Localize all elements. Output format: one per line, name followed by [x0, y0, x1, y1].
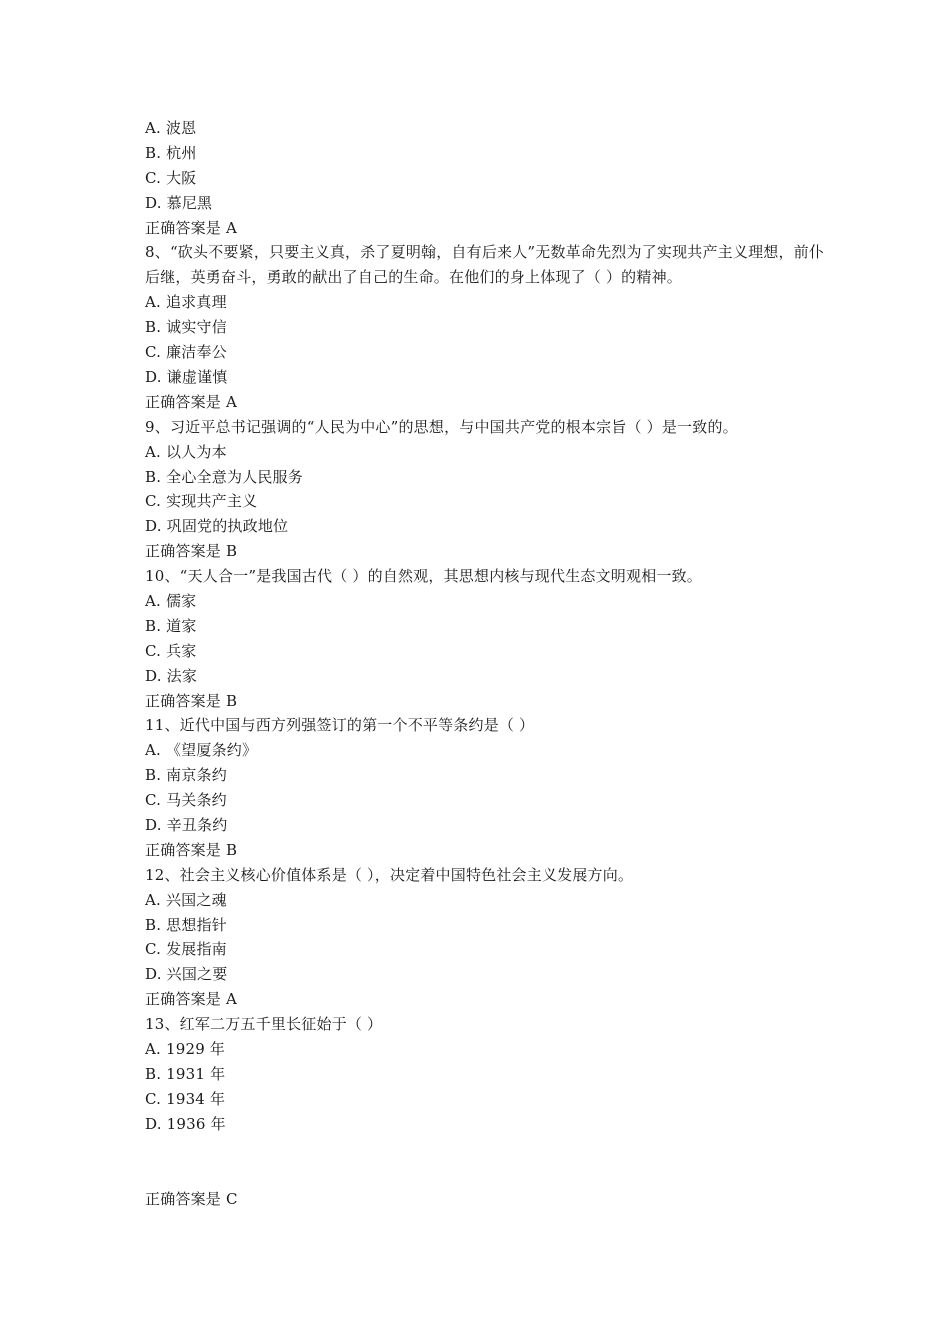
- option-c: C. 发展指南: [145, 940, 227, 959]
- option-c: C. 兵家: [145, 641, 197, 660]
- option-d: D. 1936 年: [145, 1114, 226, 1133]
- option-b: B. 杭州: [145, 143, 197, 162]
- answer-line: 正确答案是 C: [145, 1189, 238, 1208]
- option-a: A. 兴国之魂: [145, 890, 227, 909]
- answer-line: 正确答案是 A: [145, 218, 238, 237]
- question-13: [145, 1012, 825, 1211]
- answer-line: 正确答案是 B: [145, 542, 238, 561]
- answer-line: 正确答案是 A: [145, 990, 238, 1009]
- option-b: B. 1931 年: [145, 1064, 226, 1083]
- question-stem: 9、习近平总书记强调的“人民为中心”的思想，与中国共产党的根本宗旨（ ）是一致的。: [145, 417, 738, 436]
- question-stem: 11、近代中国与西方列强签订的第一个不平等条约是（ ）: [145, 716, 535, 735]
- option-b: B. 道家: [145, 616, 197, 635]
- question-12: [145, 863, 825, 1012]
- option-c: C. 实现共产主义: [145, 492, 258, 511]
- lead-option-list: [145, 116, 825, 216]
- blank-gap: [145, 1137, 825, 1187]
- question-9: [145, 415, 825, 564]
- option-b: B. 思想指针: [145, 915, 227, 934]
- option-b: B. 南京条约: [145, 766, 227, 785]
- document-page: [145, 116, 825, 1211]
- option-d: D. 辛丑条约: [145, 815, 228, 834]
- option-d: D. 兴国之要: [145, 965, 228, 984]
- option-a: A. 波恩: [145, 119, 197, 137]
- option-c: C. 1934 年: [145, 1089, 226, 1108]
- answer-line: 正确答案是 B: [145, 691, 238, 710]
- option-a: A. 《望厦条约》: [145, 741, 258, 760]
- question-11: [145, 713, 825, 862]
- answer-line: 正确答案是 A: [145, 392, 238, 411]
- option-b: B. 诚实守信: [145, 318, 227, 337]
- option-a: A. 1929 年: [145, 1039, 226, 1058]
- question-stem: 8、“砍头不要紧，只要主义真，杀了夏明翰，自有后来人”无数革命先烈为了实现共产主义理想，前仆后继，英勇奋斗，勇敢的献出了自己的生命。在他们的身上体现了（ ）的精神。: [145, 243, 825, 287]
- option-a: A. 儒家: [145, 591, 197, 610]
- question-stem: 10、“天人合一”是我国古代（ ）的自然观，其思想内核与现代生态文明观相一致。: [145, 567, 702, 586]
- question-10: [145, 564, 825, 713]
- option-d: D. 谦虚谨慎: [145, 367, 228, 386]
- option-d: D. 巩固党的执政地位: [145, 517, 289, 536]
- option-c: C. 马关条约: [145, 791, 227, 810]
- question-8: [145, 240, 825, 414]
- question-stem: 12、社会主义核心价值体系是（ ），决定着中国特色社会主义发展方向。: [145, 865, 634, 884]
- option-a: A. 追求真理: [145, 293, 227, 312]
- option-c: C. 大阪: [145, 168, 197, 187]
- option-a: A. 以人为本: [145, 442, 227, 461]
- question-stem: 13、红军二万五千里长征始于（ ）: [145, 1015, 383, 1034]
- option-c: C. 廉洁奉公: [145, 343, 227, 362]
- option-d: D. 慕尼黑: [145, 193, 213, 212]
- answer-line: 正确答案是 B: [145, 840, 238, 859]
- option-d: D. 法家: [145, 666, 198, 685]
- option-b: B. 全心全意为人民服务: [145, 467, 303, 486]
